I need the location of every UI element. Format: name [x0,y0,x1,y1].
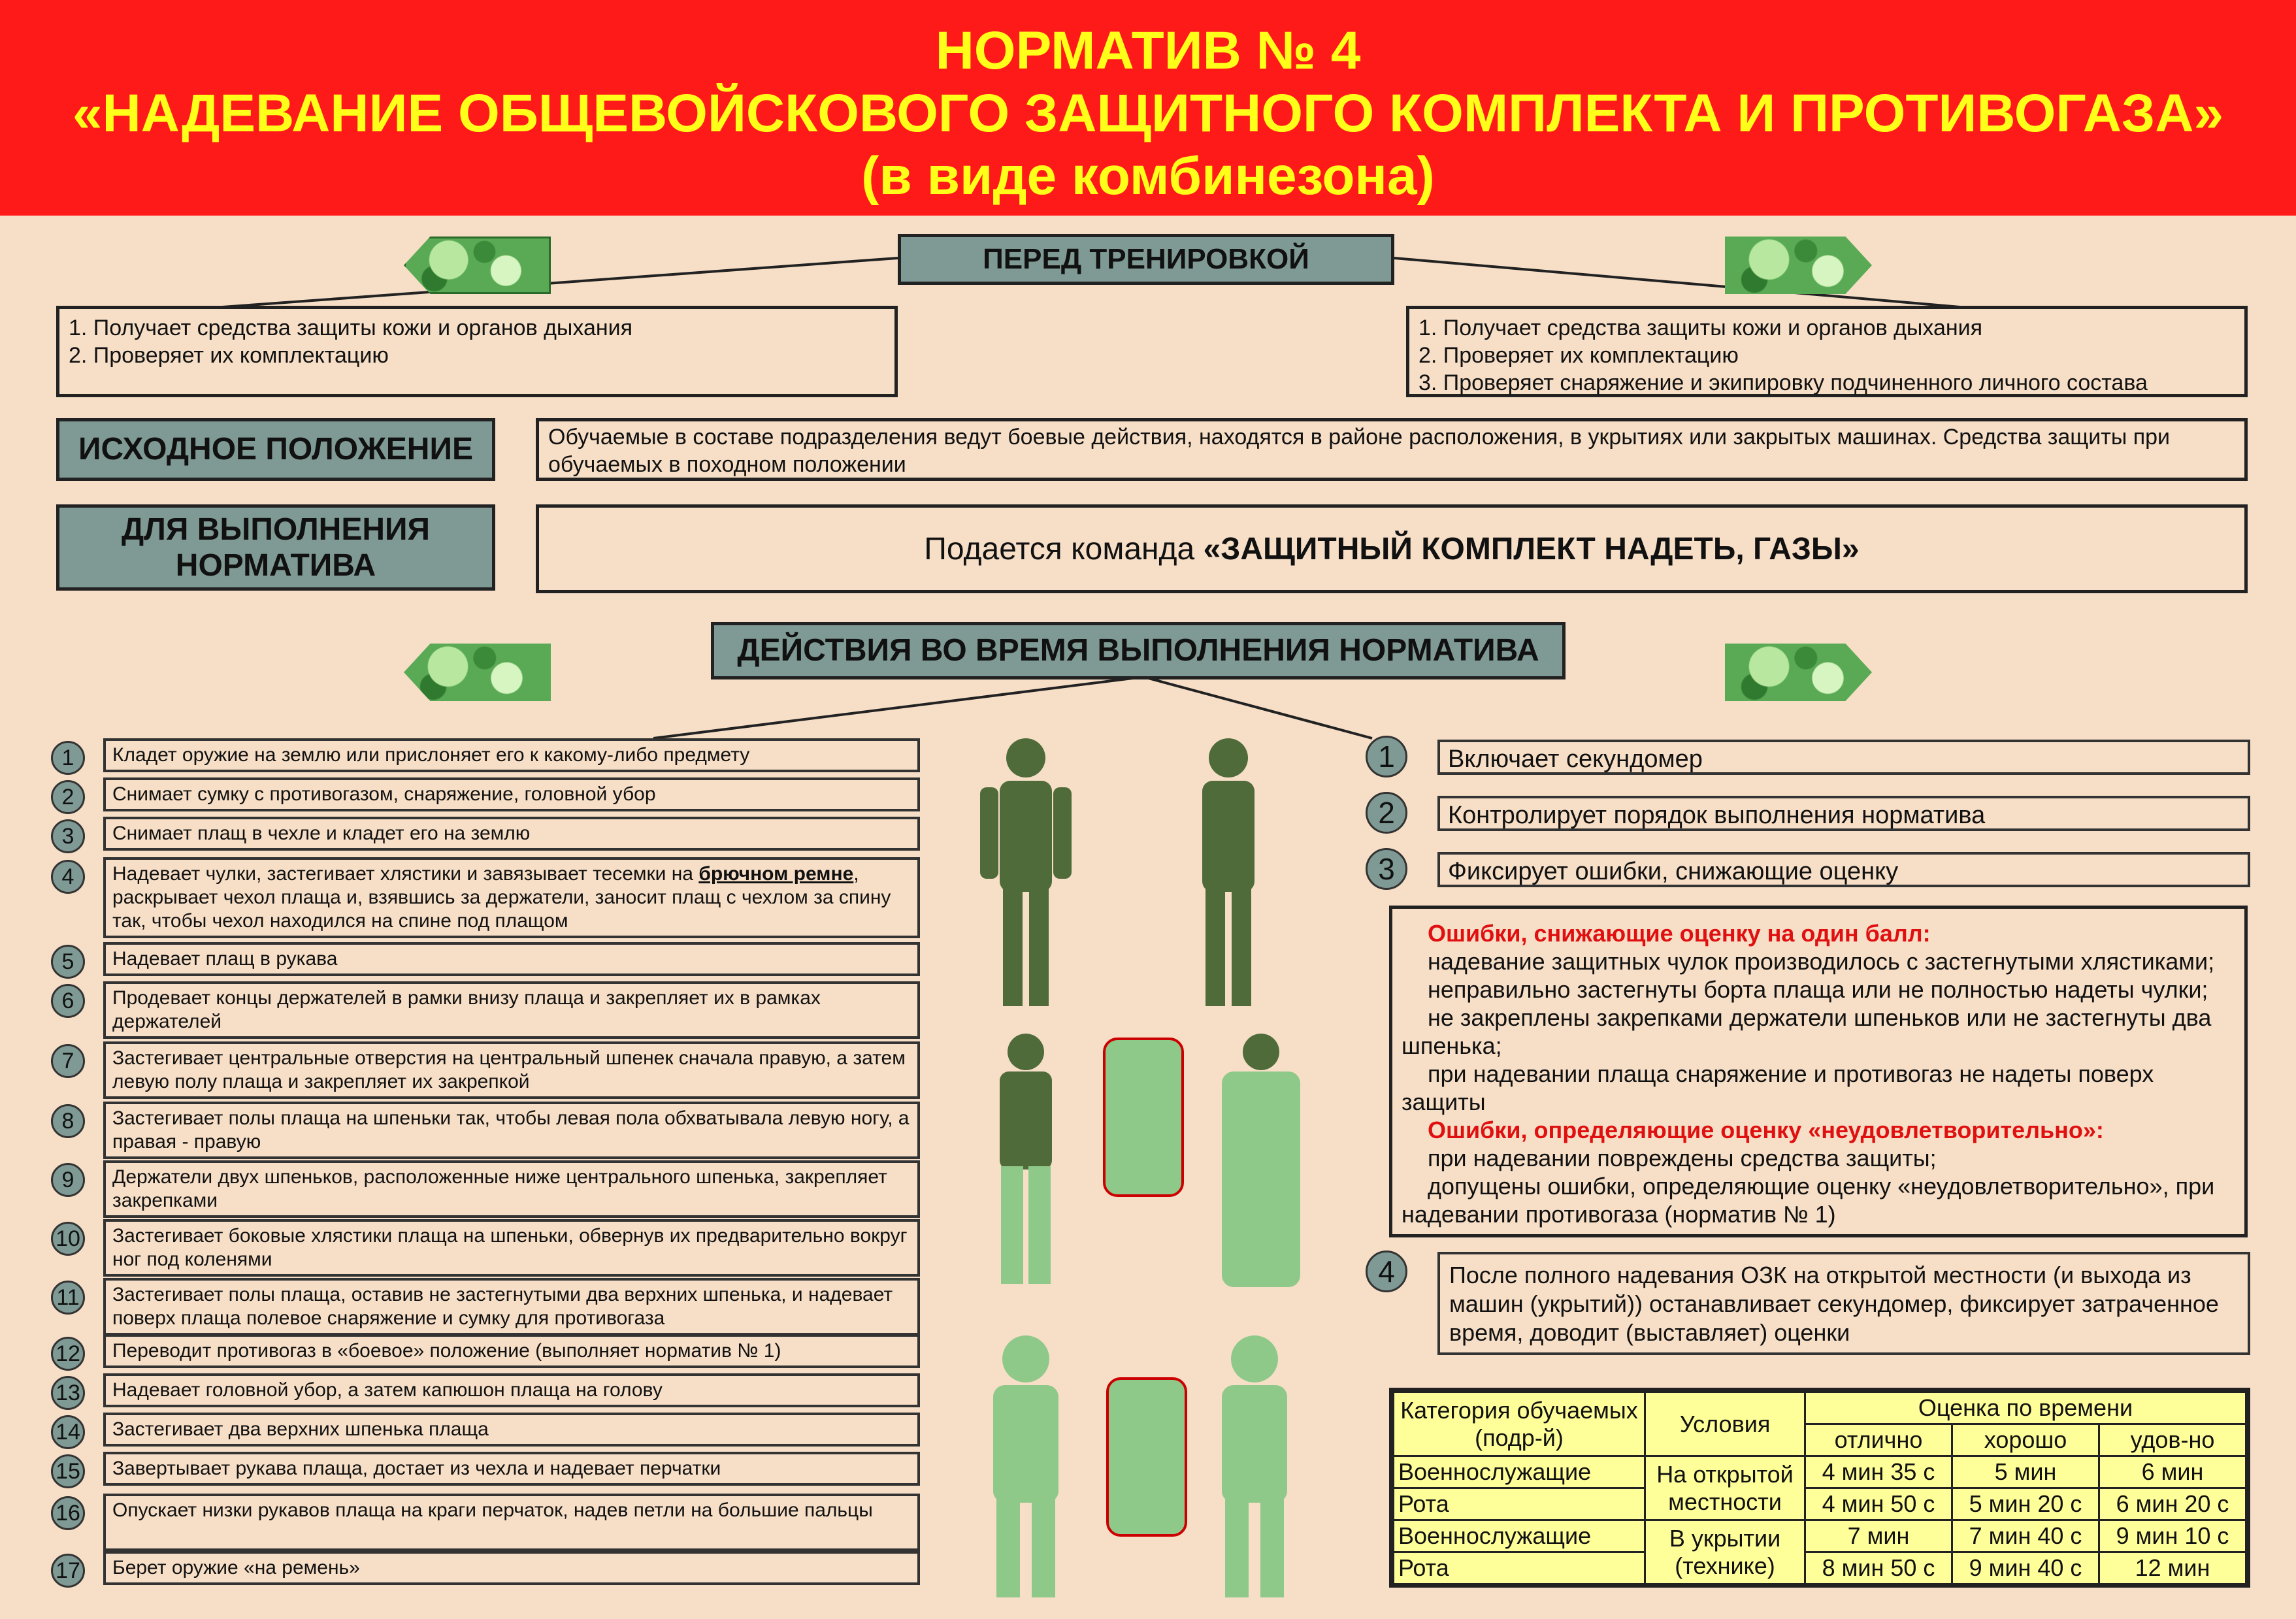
step-number: 3 [1366,848,1407,890]
table-row [1394,1456,2246,1488]
step-text: Надевает чулки, застегивает хлястики и завязывает тесемки на [112,863,699,885]
right-step: Включает секундомер [1437,740,2250,775]
error-item: неправильно застегнуты борта плаща или не полностью надеты чулки; [1428,976,2208,1003]
th-grade: Оценка по времени [1805,1392,2246,1424]
left-step: Кладет оружие на землю или прислоняет его к какому-либо предмету [103,738,920,772]
command-text: «ЗАЩИТНЫЙ КОМПЛЕКТ НАДЕТЬ, ГАЗЫ» [1203,531,1860,566]
cell-conditions: В укрытии (технике) [1645,1520,1805,1584]
detail-inset [1104,1039,1183,1196]
step-number: 6 [51,984,85,1018]
errors-heading-fail: Ошибки, определяющие оценку «неудовлетворительно»: [1428,1117,2104,1143]
step-number: 11 [51,1281,85,1315]
step-number: 17 [51,1554,85,1588]
before-training-left-box [56,306,898,397]
error-item: допущены ошибки, определяющие оценку «неудовлетворительно», при надевании противогаза (норматив № 1) [1402,1173,2215,1228]
soldier-figure [980,738,1072,1006]
cell-category: Рота [1394,1488,1645,1520]
cell-category: Рота [1394,1552,1645,1584]
step-number: 3 [51,819,85,853]
step-number: 14 [51,1415,85,1449]
soldier-figure [1202,738,1255,1006]
left-step: Снимает сумку с противогазом, снаряжение, головной убор [103,777,920,811]
camo-badge-left-mid [404,644,551,701]
left-step: Завертывает рукава плаща, достает из чехла и надевает перчатки [103,1452,920,1486]
left-step: Снимает плащ в чехле и кладет его на землю [103,817,920,851]
step-text: , раскрывает чехол плаща и, взявшись за держатели, заносит плащ с чехлом за спину так, чтобы чехол находился на спине под плащом [112,863,891,932]
step-number: 10 [51,1222,85,1256]
step-number: 13 [51,1376,85,1410]
camo-badge-right-mid [1725,644,1872,701]
page-title: НОРМАТИВ № 4 [935,21,1361,80]
cell-time: 7 мин 40 с [1952,1520,2099,1552]
page-subtitle: «НАДЕВАНИЕ ОБЩЕВОЙСКОВОГО ЗАЩИТНОГО КОМПЛЕКТА И ПРОТИВОГАЗА» [72,84,2224,143]
left-step: Держатели двух шпеньков, расположенные ниже центрального шпенька, закрепляет закрепками [103,1160,920,1218]
left-step: Застегивает полы плаща на шпеньки так, чтобы левая пола обхватывала левую ногу, а правая - правую [103,1102,920,1159]
th-category: Категория обучаемых (подр-й) [1394,1392,1645,1456]
cell-time: 5 мин [1952,1456,2099,1488]
cell-time: 4 мин 50 с [1805,1488,1952,1520]
cell-time: 5 мин 20 с [1952,1488,2099,1520]
left-step: Продевает концы держателей в рамки внизу плаща и закрепляет их в рамках держателей [103,981,920,1039]
command-box [536,504,2248,593]
cell-time: 9 мин 40 с [1952,1552,2099,1584]
cell-time: 8 мин 50 с [1805,1552,1952,1584]
left-step [103,857,920,938]
detail-inset [1107,1379,1186,1535]
step-number: 1 [51,741,85,775]
soldier-figure [993,1335,1058,1597]
for-execution-label-line2: НОРМАТИВА [175,548,376,583]
cell-time: 6 мин 20 с [2099,1488,2246,1520]
list-item: 3. Проверяет снаряжение и экипировку подчиненного личного состава [1419,370,2148,395]
left-step: Берет оружие «на ремень» [103,1551,920,1585]
table-row [1394,1520,2246,1552]
cell-category: Военнослужащие [1394,1456,1645,1488]
time-table [1389,1388,2250,1588]
error-item: при надевании плаща снаряжение и противогаз не надеты поверх защиты [1402,1060,2154,1115]
illustration-figures [915,732,1359,1607]
list-item: 1. Получает средства защиты кожи и органов дыхания [1419,316,1983,340]
step-number: 15 [51,1454,85,1488]
step-number: 8 [51,1104,85,1138]
command-prefix: Подается команда [924,531,1204,566]
step-number: 5 [51,945,85,979]
left-step: Застегивает центральные отверстия на центральный шпенек сначала правую, а затем левую полу плаща и закрепляет их закрепкой [103,1041,920,1099]
left-step: Надевает плащ в рукава [103,942,920,976]
left-step: Застегивает полы плаща, оставив не застегнутыми два верхних шпенька, и надевает поверх плаща полевое снаряжение и сумку для противогаза [103,1278,920,1335]
for-execution-label-line1: ДЛЯ ВЫПОЛНЕНИЯ [121,512,431,547]
table-row [1394,1488,2246,1520]
error-item: при надевании повреждены средства защиты; [1428,1145,1937,1171]
step-number: 1 [1366,736,1407,777]
th-excellent: отлично [1805,1424,1952,1456]
right-step: Контролирует порядок выполнения норматива [1437,796,2250,831]
before-training-right-box [1406,306,2248,397]
actions-title: ДЕЙСТВИЯ ВО ВРЕМЯ ВЫПОЛНЕНИЯ НОРМАТИВА [711,622,1566,679]
page-subtitle-note: (в виде комбинезона) [861,146,1435,206]
table-row [1394,1552,2246,1584]
right-step: Фиксирует ошибки, снижающие оценку [1437,852,2250,887]
cell-time: 4 мин 35 с [1805,1456,1952,1488]
left-step: Застегивает боковые хлястики плаща на шпеньки, обвернув их предварительно вокруг ног под коленями [103,1219,920,1277]
error-item: не закреплены закрепками держатели шпеньков или не застегнуты два шпенька; [1402,1004,2212,1059]
cell-time: 12 мин [2099,1552,2246,1584]
errors-box [1389,906,2248,1237]
soldier-figure [1222,1335,1287,1597]
list-item: 2. Проверяет их комплектацию [69,343,389,368]
step-number: 7 [51,1044,85,1078]
th-conditions: Условия [1645,1392,1805,1456]
step-number: 2 [51,780,85,814]
right-step: После полного надевания ОЗК на открытой местности (и выхода из машин (укрытий)) останавливает секундомер, фиксирует затраченное время, доводит (выставляет) оценки [1437,1252,2250,1355]
left-step: Застегивает два верхних шпенька плаща [103,1413,920,1447]
errors-heading-minus-one: Ошибки, снижающие оценку на один балл: [1428,920,1931,947]
cell-category: Военнослужащие [1394,1520,1645,1552]
cell-conditions: На открытой местности [1645,1456,1805,1520]
for-execution-label [56,504,495,591]
before-training-title: ПЕРЕД ТРЕНИРОВКОЙ [898,234,1394,285]
th-satisfactory: удов-но [2099,1424,2246,1456]
soldier-figure [1000,1034,1052,1169]
cell-time: 9 мин 10 с [2099,1520,2246,1552]
camo-badge-right-top [1725,237,1872,294]
left-step: Надевает головной убор, а затем капюшон плаща на голову [103,1373,920,1407]
list-item: 1. Получает средства защиты кожи и органов дыхания [69,316,633,340]
step-number: 4 [1366,1251,1407,1292]
step-number: 4 [51,860,85,894]
list-item: 2. Проверяет их комплектацию [1419,343,1739,368]
step-number: 2 [1366,792,1407,834]
left-step: Опускает низки рукавов плаща на краги перчаток, надев петли на большие пальцы [103,1494,920,1551]
left-step: Переводит противогаз в «боевое» положение (выполняет норматив № 1) [103,1334,920,1368]
step-number: 16 [51,1496,85,1530]
initial-position-text: Обучаемые в составе подразделения ведут боевые действия, находятся в районе расположения, в укрытиях или закрытых машинах. Средства защиты при обучаемых в походном положении [536,418,2248,481]
step-text-bold: брючном ремне [698,863,854,885]
initial-position-label: ИСХОДНОЕ ПОЛОЖЕНИЕ [56,418,495,481]
cell-time: 7 мин [1805,1520,1952,1552]
cell-time: 6 мин [2099,1456,2246,1488]
error-item: надевание защитных чулок производилось с застегнутыми хлястиками; [1428,948,2215,975]
camo-badge-left-top [404,237,551,294]
soldier-figure [1222,1034,1300,1287]
th-good: хорошо [1952,1424,2099,1456]
step-number: 9 [51,1163,85,1197]
step-number: 12 [51,1337,85,1371]
